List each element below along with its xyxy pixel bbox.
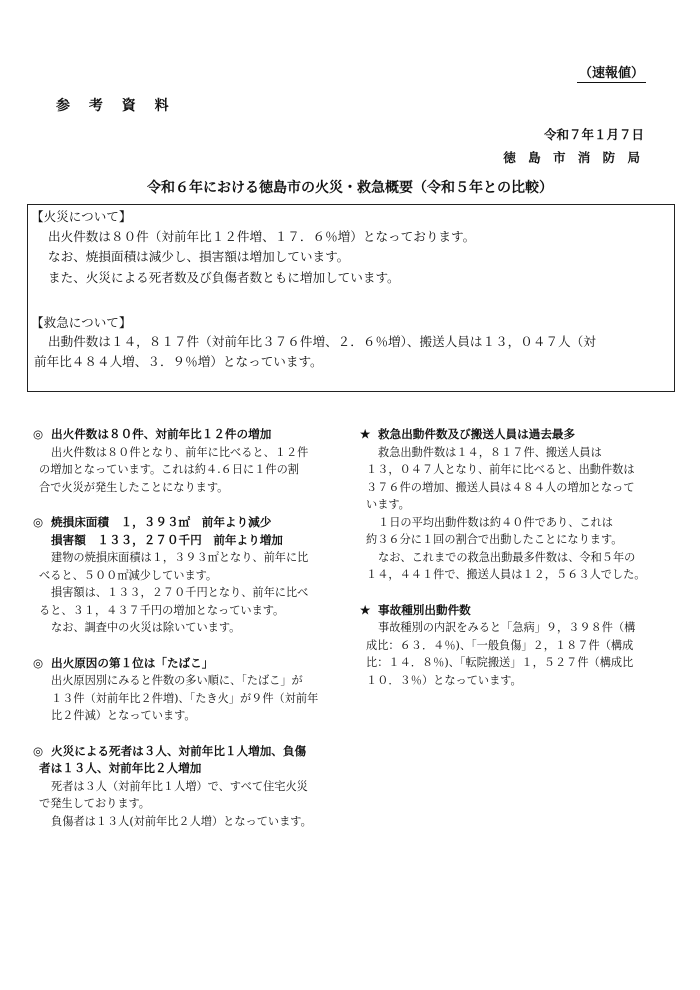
section-title: 損害額 １３３，２７０千円 前年より増加 xyxy=(51,532,283,547)
paragraph-line: で発生しております。 xyxy=(39,797,150,810)
double-circle-icon: ◎ xyxy=(33,427,44,441)
double-circle-icon: ◎ xyxy=(33,743,44,758)
fire-summary-heading: 【火災について】 xyxy=(31,209,132,224)
section-title: 火災による死者は３人、対前年比１人増加、負傷 xyxy=(51,743,307,758)
issue-date: 令和７年１月７日 xyxy=(543,127,644,142)
paragraph-line: 負傷者は１３人(対前年比２人増）となっています。 xyxy=(51,814,312,828)
section-fire-cause xyxy=(33,655,345,725)
paragraph-line: １日の平均出動件数は約４０件であり、これは xyxy=(378,515,613,529)
section-burn-area-damage xyxy=(33,514,345,637)
issuing-organization: 徳 島 市 消 防 局 xyxy=(503,150,644,165)
paragraph-line: 救急出動件数は１４，８１７件、搬送人員は xyxy=(378,445,602,459)
flash-report-label: （速報値） xyxy=(577,62,646,83)
section-casualties xyxy=(33,743,345,831)
left-column xyxy=(33,426,345,830)
reference-material-heading: 参 考 資 料 xyxy=(56,98,176,114)
double-circle-icon: ◎ xyxy=(33,655,44,670)
section-fire-count xyxy=(33,426,345,496)
paragraph-line: 損害額は、１３３，２７０千円となり、前年に比べ xyxy=(51,586,309,599)
paragraph-line: 出火原因別にみると件数の多い順に、「たばこ」が xyxy=(51,674,303,687)
paragraph-line: １４，４４１件で、搬送人員は１２，５６３人でした。 xyxy=(366,568,646,581)
fire-summary-line: なお、焼損面積は減少し、損害額は増加しています。 xyxy=(48,249,350,264)
section-accident-type xyxy=(360,602,675,690)
paragraph-line: 出火件数は８０件となり、前年に比べると、１２件 xyxy=(51,445,309,459)
fire-summary-line: また、火災による死者数及び負傷者数ともに増加しています。 xyxy=(48,270,400,285)
paragraph-line: 成比：６３．４％)、「一般負傷」２，１８７件（構成 xyxy=(366,638,634,652)
paragraph-line: 事故種別の内訳をみると「急病」９，３９８件（構 xyxy=(378,621,636,634)
paragraph-line: 比：１４．８％)、「転院搬送」１，５２７件（構成比 xyxy=(366,656,634,669)
fire-summary-line: 出火件数は８０件（対前年比１２件増、１７．６％増）となっております。 xyxy=(48,229,476,244)
paragraph-line: なお、調査中の火災は除いています。 xyxy=(51,621,241,634)
ems-summary-line: 出動件数は１４，８１７件（対前年比３７６件増、２．６％増）、搬送人員は１３，０４７人（対 xyxy=(48,334,596,349)
paragraph-line: 合で火災が発生したことになります。 xyxy=(39,480,229,494)
star-icon: ★ xyxy=(360,427,371,441)
paragraph-line: １３件（対前年比２件増)、「たき火」が９件（対前年 xyxy=(51,691,319,705)
paragraph-line: います。 xyxy=(366,498,410,511)
section-title: 救急出動件数及び搬送人員は過去最多 xyxy=(378,427,576,441)
paragraph-line: 約３６分に１回の割合で出動したことになります。 xyxy=(366,533,623,546)
summary-box xyxy=(27,204,675,392)
paragraph-line: 建物の焼損床面積は１，３９３㎡となり、前年に比 xyxy=(51,551,309,564)
star-icon: ★ xyxy=(360,602,371,617)
section-title: 焼損床面積 １，３９３㎡ 前年より減少 xyxy=(51,515,272,529)
ems-summary-heading: 【救急について】 xyxy=(31,315,132,330)
right-column xyxy=(360,426,675,689)
section-title: 者は１３人、対前年比２人増加 xyxy=(39,761,202,775)
paragraph-line: なお、これまでの救急出動最多件数は、令和５年の xyxy=(378,550,636,564)
paragraph-line: 比２件減）となっています。 xyxy=(51,709,196,722)
ems-summary-line: 前年比４８４人増、３．９％増）となっています。 xyxy=(34,354,323,369)
section-title: 出火原因の第１位は「たばこ」 xyxy=(51,655,214,670)
document-title: 令和６年における徳島市の火災・救急概要（令和５年との比較） xyxy=(147,180,553,196)
paragraph-line: 死者は３人（対前年比１人増）で、すべて住宅火災 xyxy=(51,779,308,793)
paragraph-line: １３，０４７人となり、前年に比べると、出動件数は xyxy=(366,463,635,476)
paragraph-line: べると、５００㎡減少しています。 xyxy=(39,568,218,582)
paragraph-line: １０．３％）となっています。 xyxy=(366,673,522,687)
paragraph-line: ると、３１，４３７千円の増加となっています。 xyxy=(39,603,285,617)
section-ems-record xyxy=(360,426,675,584)
paragraph-line: ３７６件の増加、搬送人員は４８４人の増加となって xyxy=(366,480,635,494)
paragraph-line: の増加となっています。これは約４.６日に１件の割 xyxy=(39,463,299,476)
double-circle-icon: ◎ xyxy=(33,515,44,529)
section-title: 出火件数は８０件、対前年比１２件の増加 xyxy=(51,427,272,441)
section-title: 事故種別出動件数 xyxy=(378,602,471,617)
